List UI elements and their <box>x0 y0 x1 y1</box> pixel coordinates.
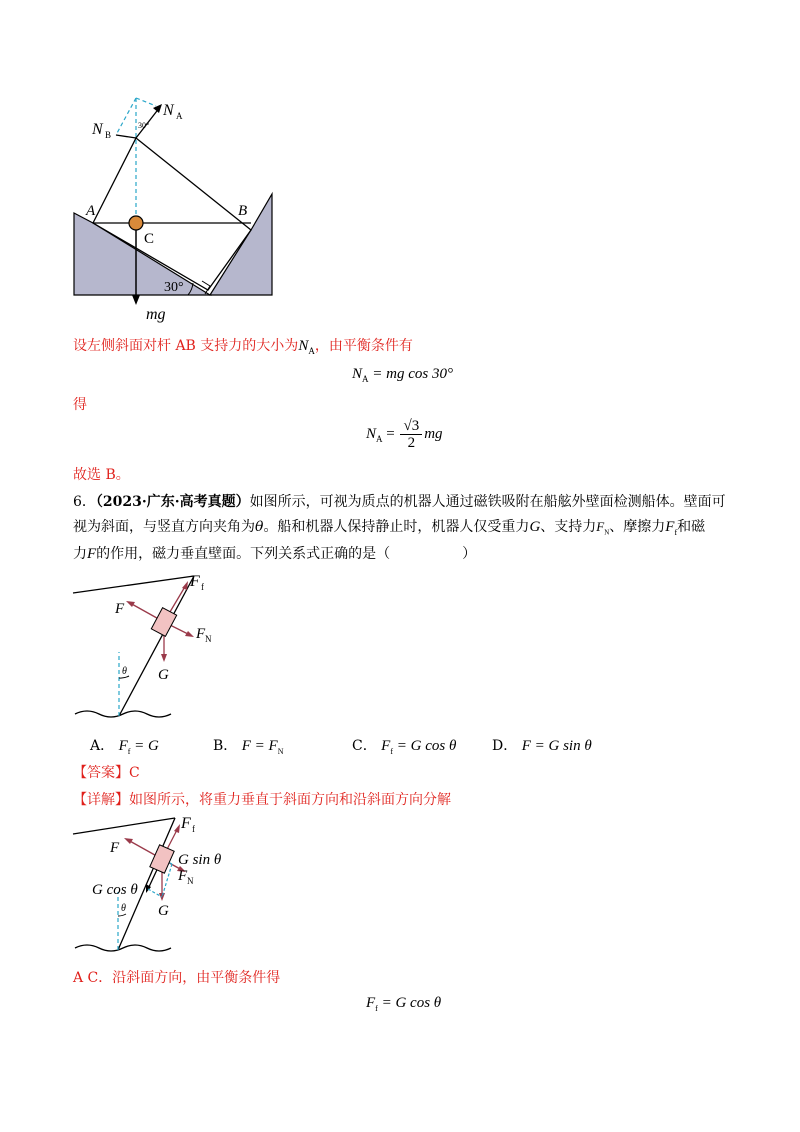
svg-text:θ: θ <box>122 666 127 677</box>
de-text: 得 <box>73 397 87 413</box>
answer-text: 【答案】C <box>73 765 140 781</box>
svg-text:G sin θ: G sin θ <box>178 852 222 868</box>
figure-rod-on-inclines <box>60 90 290 325</box>
label-c: C <box>144 231 155 247</box>
option-c[interactable]: C． $F_f = G$ cos θ <box>352 738 457 756</box>
equation-3: $F_f = G$ cos θ <box>366 995 442 1013</box>
svg-text:F: F <box>178 868 188 884</box>
na-arrow <box>153 104 162 113</box>
option-a[interactable]: A． $F_f = G$ <box>90 738 159 756</box>
figure-robot-on-hull <box>70 570 220 725</box>
question-6-line3: 力F的作用，磁力垂直壁面。下列关系式正确的是（ ） <box>73 546 477 562</box>
svg-text:f: f <box>192 824 195 834</box>
svg-text:B: B <box>105 130 112 140</box>
label-mg: mg <box>146 306 166 323</box>
figure-gravity-decomposition <box>70 812 250 962</box>
detail-text: 【详解】如图所示，将重力垂直于斜面方向和沿斜面方向分解 <box>73 792 451 808</box>
robot-block <box>151 608 176 637</box>
svg-text:N: N <box>187 876 194 886</box>
equation-2: $N_A$ = $\frac{√3}{2}$ mg <box>366 418 443 451</box>
mg-arrow <box>132 295 140 305</box>
ac-line: A C．沿斜面方向，由平衡条件得 <box>73 970 281 986</box>
svg-text:A: A <box>176 111 183 121</box>
water-waves <box>75 711 171 717</box>
option-d[interactable]: D． F = G sin θ <box>492 738 592 754</box>
svg-text:F: F <box>190 573 200 590</box>
svg-text:F: F <box>196 626 206 642</box>
ball-c <box>129 216 143 230</box>
svg-text:F: F <box>181 815 191 832</box>
label-na: N <box>163 102 174 119</box>
dashed-aux2 <box>136 98 156 106</box>
label-angle-bottom: 30° <box>164 280 184 295</box>
label-nb: N <box>92 121 103 138</box>
label-angle-top: 30° <box>138 121 150 130</box>
svg-text:G: G <box>158 903 169 919</box>
dashed-aux <box>116 98 136 135</box>
svg-text:N: N <box>205 634 212 644</box>
svg-text:G: G <box>158 667 169 683</box>
question-6-line1: 6．（2023·广东·高考真题）如图所示，可视为质点的机器人通过磁铁吸附在船舷外壁面检测船体。壁面可 <box>73 494 726 510</box>
label-b: B <box>238 203 248 219</box>
choose-b-text: 故选 B。 <box>73 467 130 483</box>
svg-text:F: F <box>110 840 120 856</box>
svg-text:G cos θ: G cos θ <box>92 882 138 898</box>
label-a: A <box>86 203 96 219</box>
equation-1: $N_A$ = mg cos 30° <box>352 366 453 384</box>
svg-text:F: F <box>115 601 125 617</box>
svg-text:f: f <box>201 582 204 592</box>
option-b[interactable]: B． $F = F_N$ <box>213 738 284 756</box>
support-force-line: 设左侧斜面对杆 AB 支持力的大小为$N_A$，由平衡条件有 <box>73 338 413 356</box>
svg-text:θ: θ <box>121 903 126 914</box>
question-6-line2: 视为斜面，与竖直方向夹角为θ。船和机器人保持静止时，机器人仅受重力G、支持力$F_N$、摩擦力$F_f$和磁 <box>73 519 706 537</box>
